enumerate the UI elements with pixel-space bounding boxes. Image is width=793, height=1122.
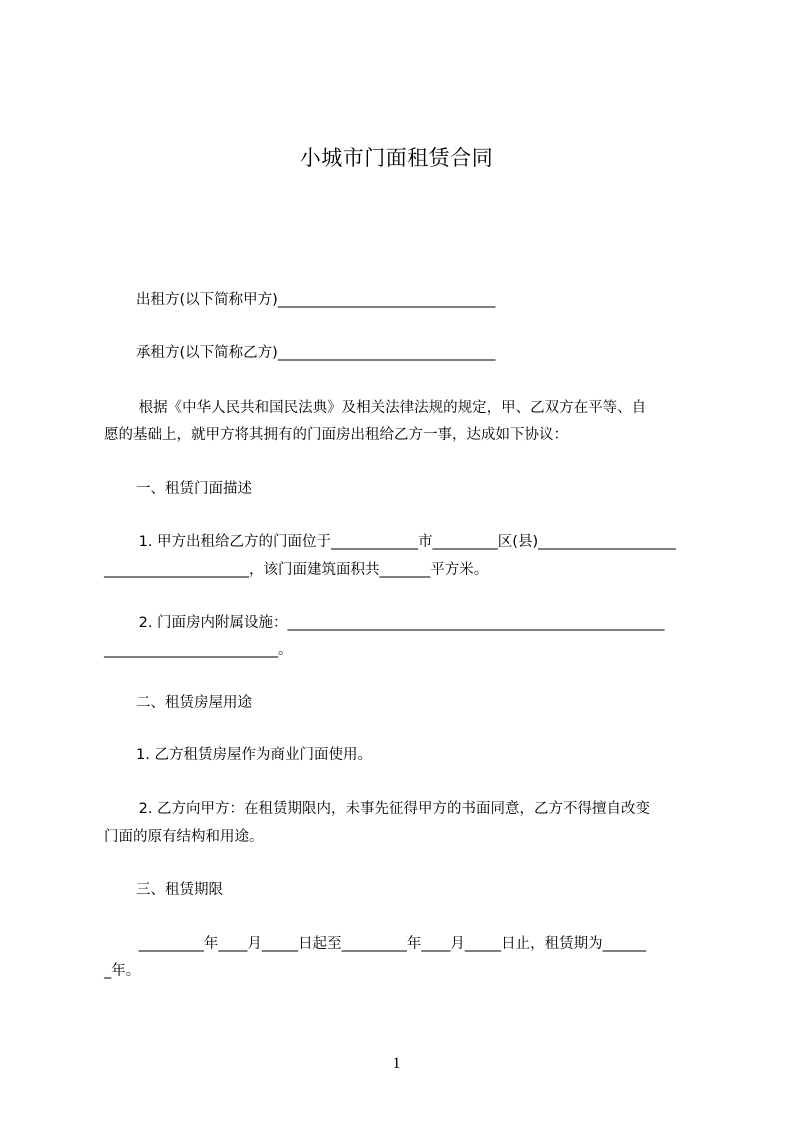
section-heading-1: 一、租赁门面描述 xyxy=(136,481,252,497)
clause-1-1-line-1: 1. 甲方出租给乙方的门面位于____________市_________区(县)___________________ xyxy=(134,534,676,550)
clause-1-2-line-2: ________________________。 xyxy=(104,642,293,658)
page-number: 1 xyxy=(392,1055,401,1072)
contract-title: 小城市门面租赁合同 xyxy=(299,146,494,170)
clause-1-2-line-1: 2. 门面房内附属设施：____________________________________________________ xyxy=(134,615,665,631)
intro-paragraph-line-1: 根据《中华人民共和国民法典》及相关法律法规的规定，甲、乙双方在平等、自 xyxy=(134,400,647,416)
section-heading-2: 二、租赁房屋用途 xyxy=(136,695,252,711)
intro-paragraph-line-2: 愿的基础上，就甲方将其拥有的门面房出租给乙方一事，达成如下协议： xyxy=(104,427,568,443)
section-heading-3: 三、租赁期限 xyxy=(136,882,223,898)
lessor-line: 出租方(以下简称甲方)______________________________ xyxy=(136,292,496,308)
clause-2-1: 1. 乙方租赁房屋作为商业门面使用。 xyxy=(136,747,372,763)
lease-term-line-2: _年。 xyxy=(104,963,141,979)
lessee-line: 承租方(以下简称乙方)______________________________ xyxy=(136,345,496,361)
lease-term-line-1: _________年____月_____日起至_________年____月_____日止，租赁期为______ xyxy=(134,936,647,952)
clause-2-2-line-1: 2. 乙方向甲方：在租赁期限内，未事先征得甲方的书面同意，乙方不得擅自改变 xyxy=(134,801,651,817)
clause-2-2-line-2: 门面的原有结构和用途。 xyxy=(104,829,264,845)
clause-1-1-line-2: ____________________，该门面建筑面积共_______平方米。 xyxy=(104,562,489,578)
